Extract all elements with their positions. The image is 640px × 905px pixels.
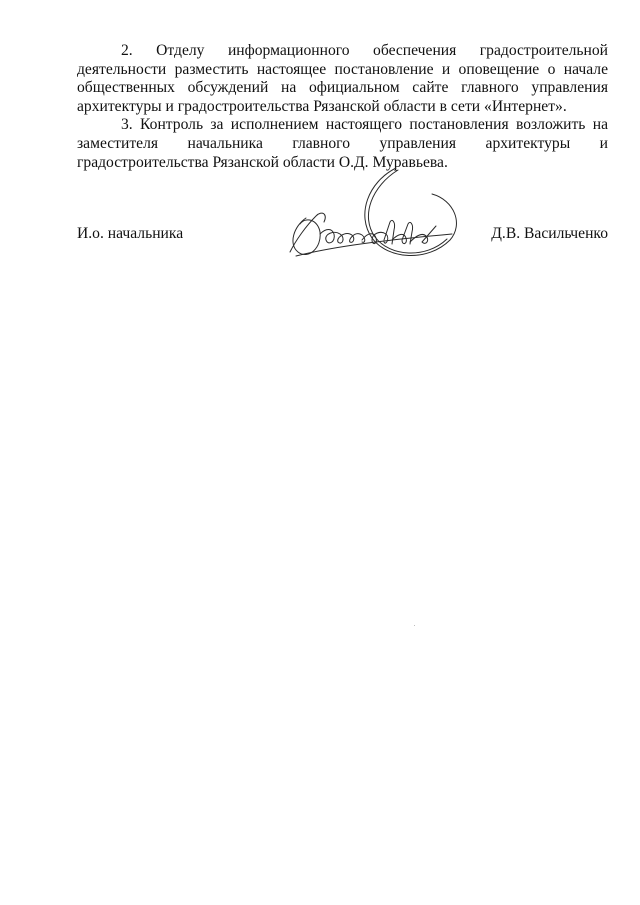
handwritten-signature-icon	[276, 160, 466, 270]
signer-name: Д.В. Васильченко	[491, 225, 608, 242]
paragraph-3: 3. Контроль за исполнением настоящего постановления возложить на заместителя начальника главного управления архитектуры и градостроительства Рязанской области О.Д. Муравьева.	[77, 116, 608, 171]
document-body	[77, 42, 608, 172]
scan-speck	[414, 625, 415, 626]
signer-position: И.о. начальника	[77, 225, 184, 242]
paragraph-2: 2. Отделу информационного обеспечения градостроительной деятельности разместить настоящее постановление и оповещение о начале общественных обсуждений на официальном сайте главного управления архитектуры и градостроительства Рязанской области в сети «Интернет».	[77, 42, 608, 115]
